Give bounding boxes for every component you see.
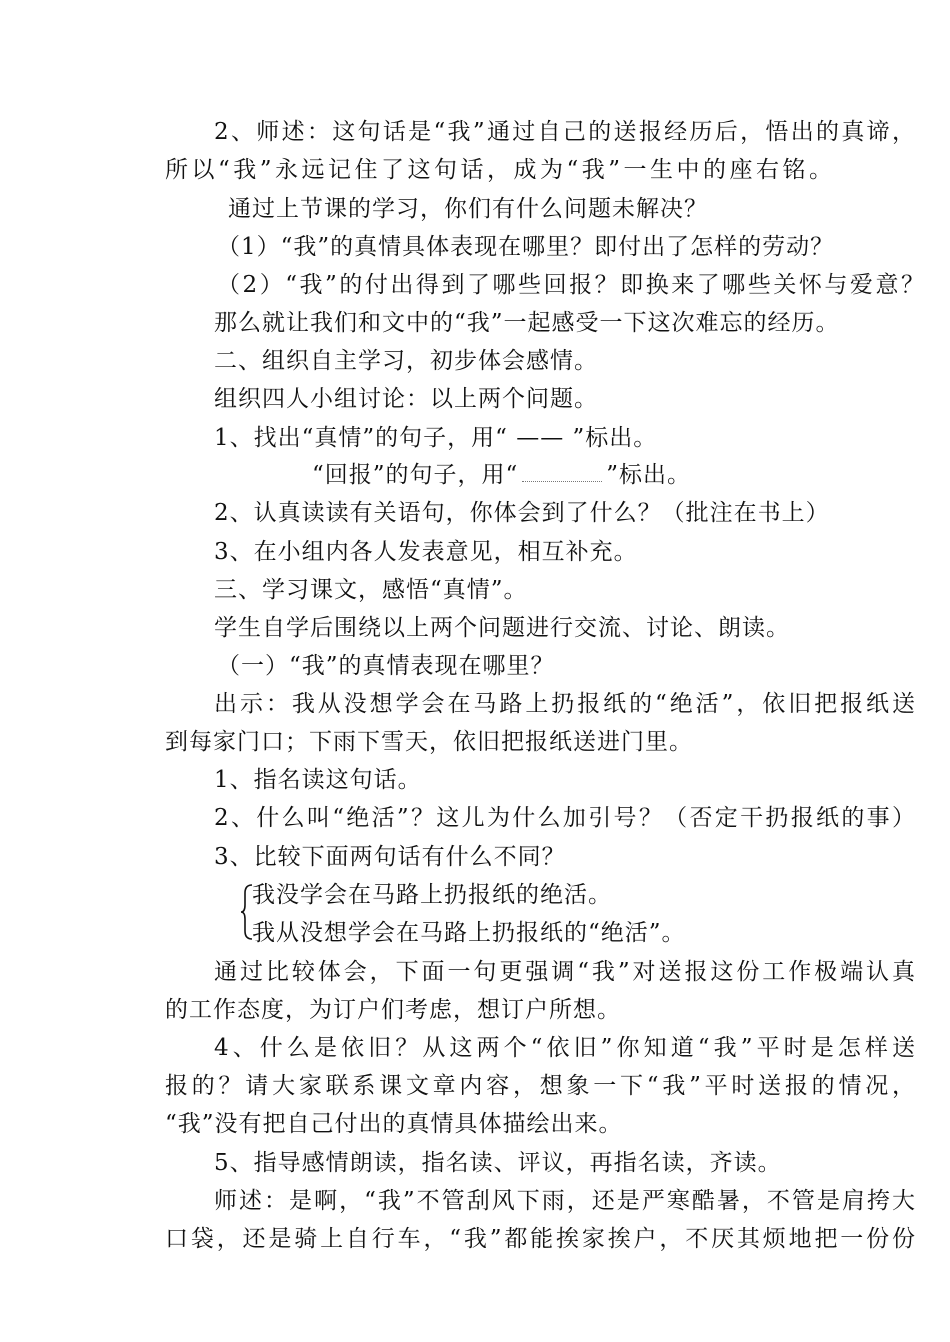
text-line: 出示：我从没想学会在马路上扔报纸的“绝活”，依旧把报纸送 <box>214 691 916 717</box>
text-line: 4、什么是依旧？从这两个“依旧”你知道“我”平时是怎样送 <box>214 1035 916 1061</box>
text-line: 组织四人小组讨论：以上两个问题。 <box>214 386 598 412</box>
text-line: 通过上节课的学习，你们有什么问题未解决？ <box>228 196 708 222</box>
text-line: 3、比较下面两句话有什么不同？ <box>214 844 566 870</box>
text-line: 那么就让我们和文中的“我”一起感受一下这次难忘的经历。 <box>214 310 840 336</box>
text-line: 学生自学后围绕以上两个问题进行交流、讨论、朗读。 <box>214 615 790 641</box>
text-line: （1）“我”的真情具体表现在哪里？即付出了怎样的劳动？ <box>217 234 835 260</box>
text-line: 通过比较体会，下面一句更强调“我”对送报这份工作极端认真 <box>214 959 916 985</box>
text-line: 到每家门口；下雨下雪天，依旧把报纸送进门里。 <box>165 729 693 755</box>
text-line: （2）“我”的付出得到了哪些回报？即换来了哪些关怀与爱意？ <box>217 272 925 298</box>
compare-sentence: 我从没想学会在马路上扔报纸的“绝活”。 <box>252 920 686 946</box>
text-line: “我”没有把自己付出的真情具体描绘出来。 <box>165 1111 623 1137</box>
section-heading: 二、组织自主学习，初步体会感情。 <box>214 348 598 374</box>
text-line: 口袋，还是骑上自行车，“我”都能挨家挨户，不厌其烦地把一份份 <box>165 1226 916 1252</box>
text-line: 1、找出“真情”的句子，用“ —— ”标出。 <box>214 425 658 451</box>
text-line: 所以“我”永远记住了这句话，成为“我”一生中的座右铭。 <box>165 157 833 183</box>
text-line: 2、认真读读有关语句，你体会到了什么？（批注在书上） <box>214 500 830 526</box>
sub-heading: （一）“我”的真情表现在哪里？ <box>217 653 555 679</box>
text-line: 2、什么叫“绝活”？这儿为什么加引号？（否定干扔报纸的事） <box>214 805 916 831</box>
text-segment: ”标出。 <box>606 462 692 488</box>
text-segment: “回报”的句子，用“ <box>312 462 519 488</box>
compare-sentence: 我没学会在马路上扔报纸的绝活。 <box>252 882 612 908</box>
text-line: 报的？请大家联系课文章内容，想象一下“我”平时送报的情况， <box>165 1073 916 1099</box>
wavy-underline-sample <box>522 480 602 482</box>
text-line: 5、指导感情朗读，指名读、评议，再指名读，齐读。 <box>214 1150 782 1176</box>
section-heading: 三、学习课文，感悟“真情”。 <box>214 577 528 603</box>
text-line: 的工作态度，为订户们考虑，想订户所想。 <box>165 997 621 1023</box>
text-line: 1、指名读这句话。 <box>214 767 422 793</box>
text-line: 2、师述：这句话是“我”通过自己的送报经历后，悟出的真谛， <box>214 119 916 145</box>
text-line <box>312 460 691 490</box>
text-line: 师述：是啊，“我”不管刮风下雨，还是严寒酷暑，不管是肩挎大 <box>214 1188 916 1214</box>
text-line: 3、在小组内各人发表意见，相互补充。 <box>214 539 638 565</box>
